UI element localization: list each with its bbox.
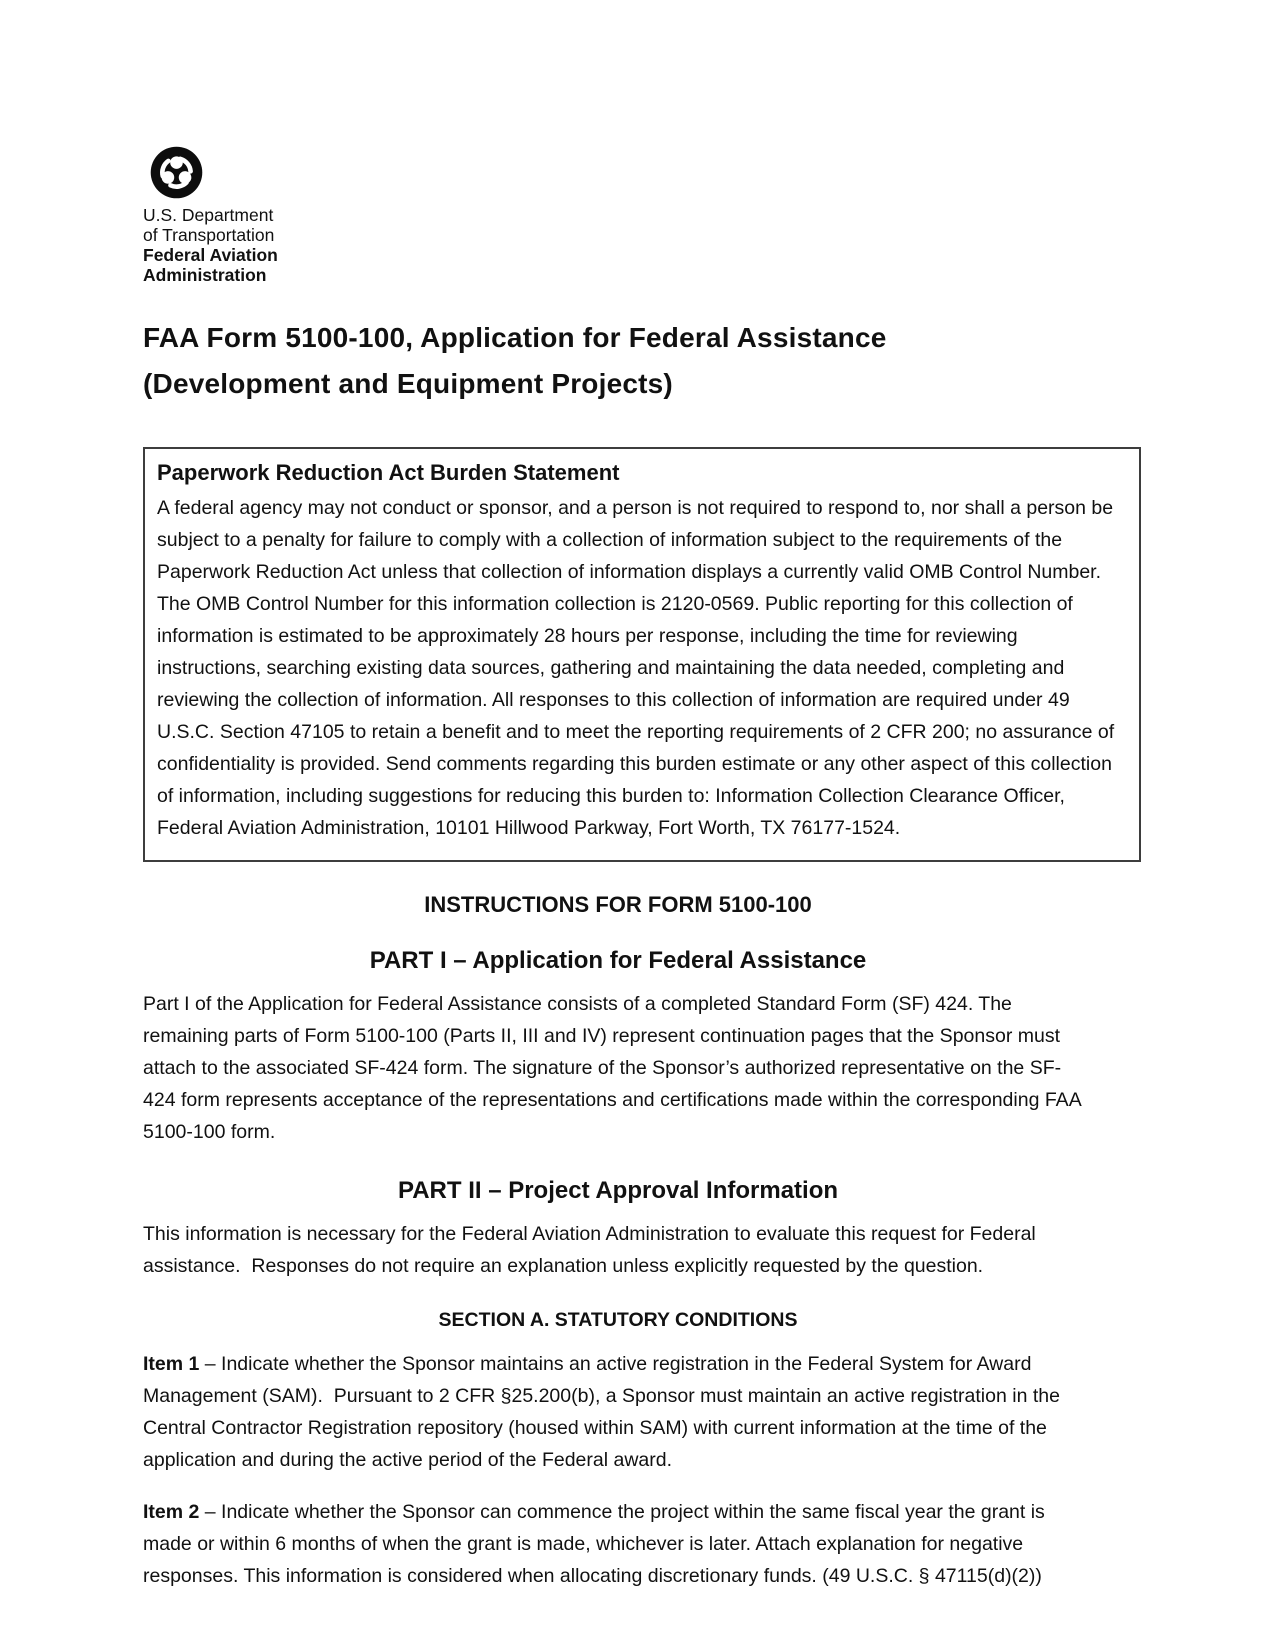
item-1-label: Item 1 [143, 1353, 200, 1375]
instructions-heading: INSTRUCTIONS FOR FORM 5100-100 [424, 892, 812, 917]
item-2-paragraph [143, 1496, 1093, 1592]
item-1-text: – Indicate whether the Sponsor maintains an active registration in the Federal System for Award Management (SAM). Pursuant to 2 CFR §25.200(b), a Sponsor must maintain an active registration in the Central Contractor Registration repository (housed within SAM) with current information at the time of the application and during the active period of the Federal award. [143, 1353, 1060, 1471]
item-2-text: – Indicate whether the Sponsor can commence the project within the same fiscal year the grant is made or within 6 months of when the grant is made, whichever is later. Attach explanation for negative responses. This information is considered when allocating discretionary funds. (49 U.S.C. § 47115(d)(2)) [143, 1501, 1045, 1587]
part2-heading: PART II – Project Approval Information [397, 1177, 839, 1204]
agency-header [143, 145, 1143, 285]
department-line-1: U.S. Department [143, 205, 274, 225]
document-title-line1: FAA Form 5100-100, Application for Federal Assistance [143, 322, 887, 353]
item-1-paragraph [143, 1348, 1093, 1476]
burden-statement-body: A federal agency may not conduct or sponsor, and a person is not required to respond to, nor shall a person be subject to a penalty for failure to comply with a collection of information subject to the requirements of the Paperwork Reduction Act unless that collection of information displays a currently valid OMB Control Number. The OMB Control Number for this information collection is 2120-0569. Public reporting for this collection of information is estimated to be approximately 28 hours per response, including the time for reviewing instructions, searching existing data sources, gathering and maintaining the data needed, completing and reviewing the collection of information. All responses to this collection of information are required under 49 U.S.C. Section 47105 to retain a benefit and to meet the reporting requirements of 2 CFR 200; no assurance of confidentiality is provided. Send comments regarding this burden estimate or any other aspect of this collection of information, including suggestions for reducing this burden to: Information Collection Clearance Officer, Federal Aviation Administration, 10101 Hillwood Parkway, Fort Worth, TX 76177-1524. [157, 497, 1115, 839]
agency-line-2: Administration [143, 265, 267, 285]
agency-name [143, 245, 1143, 285]
part1-heading: PART I – Application for Federal Assistance [369, 947, 867, 974]
us-dot-logo-icon [149, 145, 204, 200]
section-a-heading: SECTION A. STATUTORY CONDITIONS [438, 1309, 798, 1331]
department-line-2: of Transportation [143, 225, 275, 245]
item-2-label: Item 2 [143, 1501, 200, 1523]
part1-body: Part I of the Application for Federal Assistance consists of a completed Standard Form (SF) 424. The remaining parts of Form 5100-100 (Parts II, III and IV) represent continuation pages that the Sponsor must attach to the associated SF-424 form. The signature of the Sponsor’s authorized representative on the SF-424 form represents acceptance of the representations and certifications made within the corresponding FAA 5100-100 form. [143, 993, 1081, 1143]
document-title-line2: (Development and Equipment Projects) [143, 368, 673, 399]
burden-statement-heading: Paperwork Reduction Act Burden Statement [157, 460, 620, 485]
agency-line-1: Federal Aviation [143, 245, 278, 265]
department-name [143, 205, 1143, 245]
document-title [143, 315, 1143, 407]
part2-body: This information is necessary for the Federal Aviation Administration to evaluate this request for Federal assistance. Responses do not require an explanation unless explicitly requested by the question. [143, 1223, 1036, 1277]
paperwork-burden-statement-box [143, 447, 1141, 862]
